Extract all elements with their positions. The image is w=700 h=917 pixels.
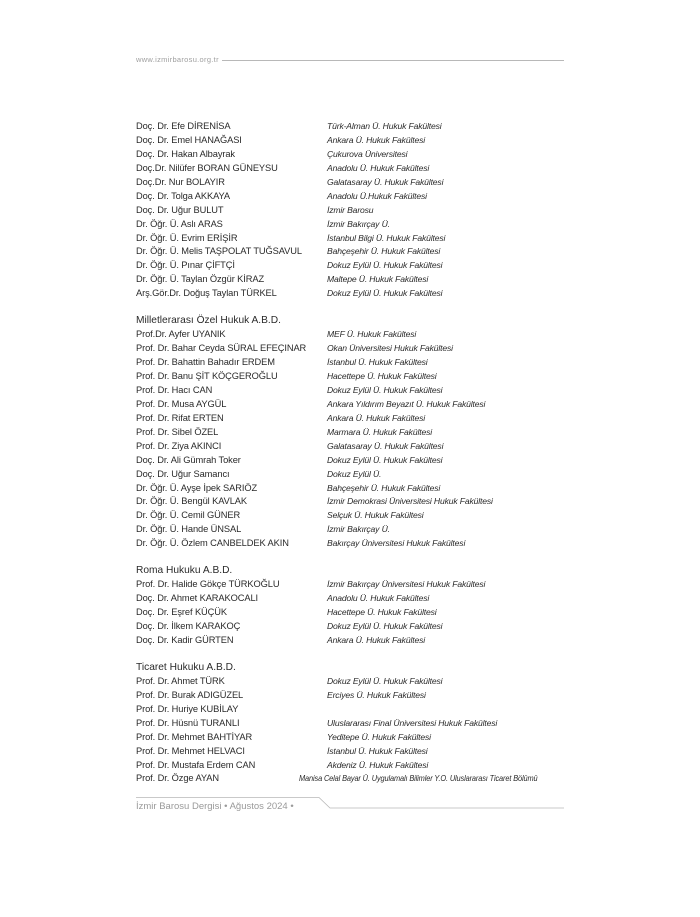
member-affiliation: Galatasaray Ü. Hukuk Fakültesi <box>327 440 444 451</box>
list-item <box>136 523 576 537</box>
member-name: Prof. Dr. Banu ŞİT KÖÇGEROĞLU <box>136 371 278 381</box>
member-affiliation: Çukurova Üniversitesi <box>327 148 408 159</box>
list-item <box>136 495 576 509</box>
header-url: www.izmirbarosu.org.tr <box>136 55 219 64</box>
member-name: Prof. Dr. Sibel ÖZEL <box>136 426 219 437</box>
section <box>136 120 576 301</box>
member-name: Doç. Dr. Eşref KÜÇÜK <box>136 607 227 618</box>
list-item <box>136 398 576 412</box>
list-item <box>136 273 576 287</box>
list-item <box>136 509 576 523</box>
member-affiliation: Dokuz Eylül Ü. <box>327 468 382 479</box>
member-name: Prof. Dr. Rifat ERTEN <box>136 412 224 423</box>
list-item <box>136 440 576 454</box>
member-name: Doç. Dr. Uğur Samancı <box>136 468 230 479</box>
list-item <box>136 537 576 551</box>
member-affiliation: İzmir Barosu <box>327 204 374 215</box>
member-affiliation: Yeditepe Ü. Hukuk Fakültesi <box>327 731 431 742</box>
member-name: Prof. Dr. Bahattin Bahadır ERDEM <box>136 357 275 368</box>
member-affiliation: Anadolu Ü. Hukuk Fakültesi <box>327 593 430 604</box>
list-item <box>136 190 576 204</box>
member-name: Prof. Dr. Mustafa Erdem CAN <box>136 759 256 770</box>
list-item <box>136 328 576 342</box>
member-name: Dr. Öğr. Ü. Bengül KAVLAK <box>136 496 248 507</box>
list-item <box>136 287 576 301</box>
member-name: Dr. Öğr. Ü. Taylan Özgür KİRAZ <box>136 274 265 285</box>
member-affiliation: İstanbul Ü. Hukuk Fakültesi <box>327 357 428 368</box>
member-affiliation: Bahçeşehir Ü. Hukuk Fakültesi <box>327 246 441 257</box>
member-affiliation: Maltepe Ü. Hukuk Fakültesi <box>327 274 429 285</box>
member-affiliation: Dokuz Eylül Ü. Hukuk Fakültesi <box>327 621 443 631</box>
member-name: Dr. Öğr. Ü. Hande ÜNSAL <box>136 524 242 535</box>
member-name: Dr. Öğr. Ü. Melis TAŞPOLAT TUĞSAVUL <box>136 246 302 257</box>
member-name: Doç. Dr. Tolga AKKAYA <box>136 190 231 201</box>
member-name: Prof. Dr. Mehmet BAHTİYAR <box>136 731 253 742</box>
member-name: Prof. Dr. Halide Gökçe TÜRKOĞLU <box>136 579 280 590</box>
list-item <box>136 204 576 218</box>
member-affiliation: Ankara Ü. Hukuk Fakültesi <box>327 634 425 645</box>
member-affiliation: Ankara Ü. Hukuk Fakültesi <box>327 412 425 423</box>
list-item <box>136 578 576 592</box>
member-affiliation: İzmir Demokrasi Üniversitesi Hukuk Fakültesi <box>327 496 493 507</box>
section-title: Ticaret Hukuku A.B.D. <box>136 661 236 673</box>
member-name: Prof. Dr. Huriye KUBİLAY <box>136 703 239 714</box>
member-name: Dr. Öğr. Ü. Özlem CANBELDEK AKIN <box>136 538 289 549</box>
list-item <box>136 162 576 176</box>
list-item <box>136 245 576 259</box>
member-name: Prof.Dr. Ayfer UYANIK <box>136 329 226 340</box>
list-item <box>136 356 576 370</box>
list-item <box>136 592 576 606</box>
member-name: Doç. Dr. Uğur BULUT <box>136 204 224 215</box>
member-name: Doç. Dr. Efe DİRENİSA <box>136 121 231 131</box>
member-affiliation: İzmir Bakırçay Üniversitesi Hukuk Fakültesi <box>327 579 486 590</box>
list-item <box>136 120 576 134</box>
list-item <box>136 454 576 468</box>
member-affiliation: Akdeniz Ü. Hukuk Fakültesi <box>327 759 429 770</box>
member-affiliation: Bahçeşehir Ü. Hukuk Fakültesi <box>327 482 441 493</box>
member-name: Doç. Dr. Ali Gümrah Toker <box>136 454 241 465</box>
member-name: Dr. Öğr. Ü. Evrim ERİŞİR <box>136 232 238 243</box>
list-item <box>136 370 576 384</box>
member-name: Arş.Gör.Dr. Doğuş Taylan TÜRKEL <box>136 288 277 299</box>
member-name: Prof. Dr. Ziya AKINCI <box>136 440 222 451</box>
member-affiliation: MEF Ü. Hukuk Fakültesi <box>327 329 417 340</box>
list-item <box>136 384 576 398</box>
list-item <box>136 606 576 620</box>
list-item <box>136 176 576 190</box>
faculty-list <box>136 120 576 786</box>
member-affiliation: Galatasaray Ü. Hukuk Fakültesi <box>327 176 444 187</box>
member-affiliation: Dokuz Eylül Ü. Hukuk Fakültesi <box>327 260 443 271</box>
section-title: Milletlerarası Özel Hukuk A.B.D. <box>136 315 281 327</box>
member-affiliation: İzmir Bakırçay Ü. <box>327 218 390 229</box>
section <box>136 564 576 648</box>
list-item <box>136 689 576 703</box>
member-name: Prof. Dr. Hacı CAN <box>136 384 213 395</box>
member-name: Dr. Öğr. Ü. Aslı ARAS <box>136 218 223 229</box>
member-name: Prof. Dr. Özge AYAN <box>136 773 220 784</box>
list-item <box>136 759 576 773</box>
list-item <box>136 232 576 246</box>
member-affiliation: Hacettepe Ü. Hukuk Fakültesi <box>327 371 437 381</box>
member-name: Prof. Dr. Ahmet TÜRK <box>136 675 225 686</box>
footer-text: İzmir Barosu Dergisi • Ağustos 2024 • <box>136 801 294 812</box>
member-affiliation: İstanbul Ü. Hukuk Fakültesi <box>327 745 428 756</box>
member-affiliation: Dokuz Eylül Ü. Hukuk Fakültesi <box>327 675 443 686</box>
list-item <box>136 426 576 440</box>
list-item <box>136 620 576 634</box>
member-name: Doç. Dr. İlkem KARAKOÇ <box>136 621 241 631</box>
member-name: Prof. Dr. Mehmet HELVACI <box>136 745 245 756</box>
member-name: Doç. Dr. Kadir GÜRTEN <box>136 634 234 645</box>
member-affiliation: Ankara Ü. Hukuk Fakültesi <box>327 134 425 145</box>
member-affiliation: Manisa Celal Bayar Ü. Uygulamalı Bilimler Y.O. Uluslararası Ticaret Bölümü <box>298 773 538 784</box>
member-affiliation: İzmir Bakırçay Ü. <box>327 524 390 535</box>
member-affiliation: Anadolu Ü.Hukuk Fakültesi <box>327 190 427 201</box>
header-rule <box>222 60 564 61</box>
member-affiliation: İstanbul Bilgi Ü. Hukuk Fakültesi <box>327 232 446 243</box>
member-affiliation: Ankara Yıldırım Beyazıt Ü. Hukuk Fakültesi <box>327 398 486 409</box>
section <box>136 314 576 551</box>
section <box>136 661 576 787</box>
member-affiliation: Hacettepe Ü. Hukuk Fakültesi <box>327 607 437 618</box>
list-item <box>136 148 576 162</box>
member-name: Doç.Dr. Nilüfer BORAN GÜNEYSU <box>136 162 278 173</box>
member-affiliation: Dokuz Eylül Ü. Hukuk Fakültesi <box>327 454 443 465</box>
member-affiliation: Erciyes Ü. Hukuk Fakültesi <box>327 689 426 700</box>
member-name: Dr. Öğr. Ü. Ayşe İpek SARIÖZ <box>136 482 258 493</box>
member-name: Prof. Dr. Musa AYGÜL <box>136 398 227 409</box>
member-affiliation: Anadolu Ü. Hukuk Fakültesi <box>327 162 430 173</box>
member-name: Doç. Dr. Emel HANAĞASI <box>136 134 242 145</box>
member-name: Dr. Öğr. Ü. Pınar ÇİFTÇİ <box>136 260 235 271</box>
section-title: Roma Hukuku A.B.D. <box>136 565 233 577</box>
list-item <box>136 134 576 148</box>
member-name: Doç. Dr. Hakan Albayrak <box>136 148 235 159</box>
member-name: Prof. Dr. Hüsnü TURANLI <box>136 717 240 728</box>
member-affiliation: Dokuz Eylül Ü. Hukuk Fakültesi <box>327 384 443 395</box>
list-item <box>136 717 576 731</box>
list-item <box>136 675 576 689</box>
member-name: Doç. Dr. Ahmet KARAKOCALI <box>136 593 259 604</box>
list-item <box>136 703 576 717</box>
member-affiliation: Okan Üniversitesi Hukuk Fakültesi <box>327 343 453 354</box>
list-item <box>136 342 576 356</box>
member-affiliation: Bakırçay Üniversitesi Hukuk Fakültesi <box>327 538 466 549</box>
member-name: Prof. Dr. Burak ADIGÜZEL <box>136 689 244 700</box>
member-name: Dr. Öğr. Ü. Cemil GÜNER <box>136 510 241 521</box>
member-name: Prof. Dr. Bahar Ceyda SÜRAL EFEÇINAR <box>136 343 307 354</box>
list-item <box>136 731 576 745</box>
list-item <box>136 468 576 482</box>
member-affiliation: Türk-Alman Ü. Hukuk Fakültesi <box>327 121 442 131</box>
list-item <box>136 412 576 426</box>
list-item <box>136 218 576 232</box>
list-item <box>136 634 576 648</box>
member-affiliation: Marmara Ü. Hukuk Fakültesi <box>327 426 432 437</box>
list-item <box>136 772 576 786</box>
list-item <box>136 259 576 273</box>
member-name: Doç.Dr. Nur BOLAYIR <box>136 176 225 187</box>
member-affiliation: Dokuz Eylül Ü. Hukuk Fakültesi <box>327 288 443 299</box>
member-affiliation: Selçuk Ü. Hukuk Fakültesi <box>327 510 424 521</box>
member-affiliation: Uluslararası Final Üniversitesi Hukuk Fakültesi <box>327 717 498 728</box>
list-item <box>136 745 576 759</box>
list-item <box>136 482 576 496</box>
